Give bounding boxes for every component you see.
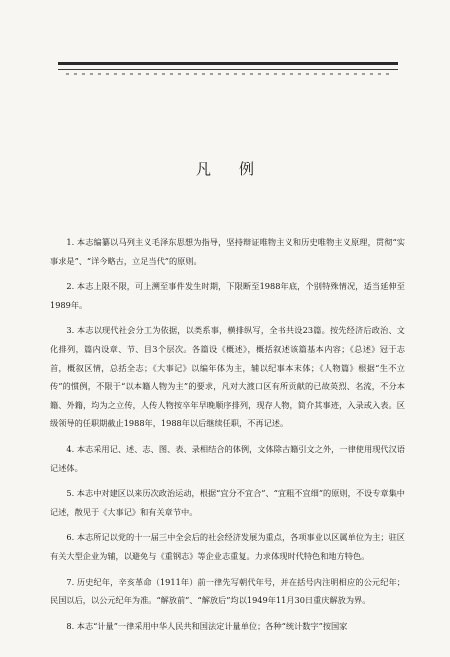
page-title: 凡例 [195,160,282,178]
guideline-item-1: 1. 本志编纂以马列主义毛泽东思想为指导，坚持辩证唯物主义和历史唯物主义原理，贯彻“实事求是”、“详今略古，立足当代”的原则。 [50,237,405,266]
header-rule-dotted [66,73,391,75]
guideline-item-8: 8. 本志“计量”一律采用中华人民共和国法定计量单位；各种“统计数字”按国家 [66,620,348,631]
guideline-item-3: 3. 本志以现代社会分工为依据，以类系事，横排纵写，全书共设23篇。按先经济后政治、文化排列，篇内设章、节、目3个层次。各篇设《概述》，概括叙述该篇基本内容；《总述》冠于志首，概叙区情，总括全志；《大事记》以编年体为主，辅以纪事本末体；《人物篇》根据“生不立传”的惯例，不限于“以本籍人物为主”的要求，凡对大渡口区有所贡献的已故英烈、名流，不分本籍、外籍，均为之立传，人传人物按卒年早晚顺序排列，现存人物，简介其事迹，入录或入表。区级领导的任职期截止1988年，1988年以后继续任职，不再记述。 [50,325,405,429]
guideline-item-6: 6. 本志所记以党的十一届三中全会后的社会经济发展为重点，各项事业以区属单位为主；驻区有关大型企业为辅，以避免与《重钢志》等企业志重复。力求体现时代特色和地方特色。 [50,532,405,561]
guideline-item-4: 4. 本志采用记、述、志、图、表、录相结合的体例，文体除古籍引文之外，一律使用现代汉语记述体。 [50,443,405,473]
header-rule-thin [58,69,398,70]
header-rule-thick [58,62,398,65]
guideline-item-7: 7. 历史纪年，辛亥革命（1911年）前一律先写朝代年号，并在括号内注明相应的公元纪年；民国以后，以公元纪年为准。“解放前”、“解放后”均以1949年11月30日重庆解放为界。 [50,576,405,606]
guideline-item-5: 5. 本志中对建区以来历次政治运动，根据“宜分不宜合”、“宜粗不宜细”的原则，不设专章集中记述，散见于《大事记》和有关章节中。 [50,488,405,517]
guidelines-body [50,233,405,635]
guideline-item-2: 2. 本志上限不限，可上溯至事件发生时期，下限断至1988年底，个别特殊情况，适当延伸至1989年。 [50,281,405,310]
